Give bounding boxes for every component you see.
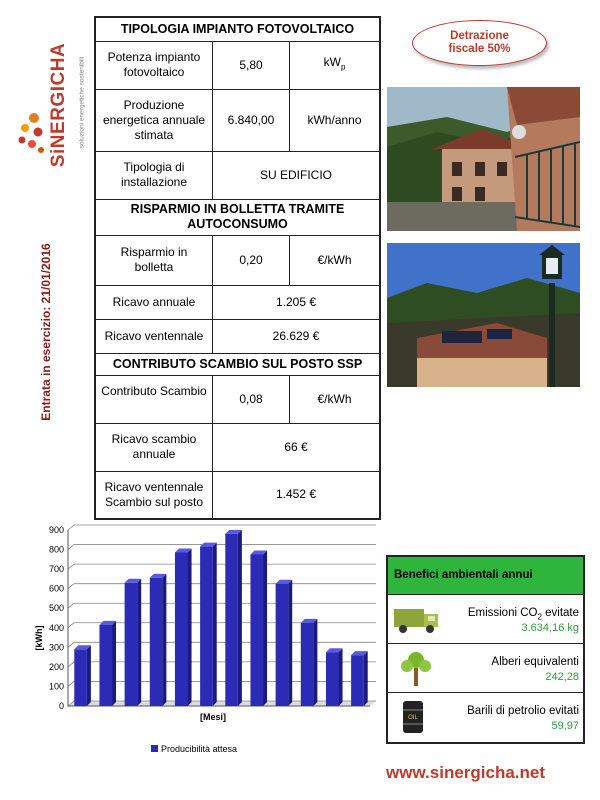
barili-row xyxy=(388,693,583,741)
photo-building xyxy=(387,87,580,231)
chart-gridline xyxy=(68,525,376,530)
scambio-annuale-value: 66 € xyxy=(213,423,381,471)
chart-ytick-label: 600 xyxy=(48,583,64,594)
logo-tagline: soluzioni energetiche sostenibili xyxy=(78,56,86,149)
chart-bar xyxy=(351,651,368,706)
photo-roof-lamp xyxy=(387,243,580,387)
alberi-label: Alberi equivalenti xyxy=(491,656,579,668)
ricavo-ventennale-value: 26.629 € xyxy=(213,319,381,353)
risparmio-unit: €/kWh xyxy=(290,235,381,285)
entrata-text: Entrata in esercizio: 21/01/2016 xyxy=(39,243,53,421)
chart-bar xyxy=(150,574,167,706)
chart-bar xyxy=(301,619,318,706)
production-chart xyxy=(30,520,380,760)
chart-gridline xyxy=(68,564,376,569)
chart-bar xyxy=(74,645,91,706)
alberi-value: 242,28 xyxy=(545,671,579,683)
emissioni-label: Emissioni $CO_2$ evitate xyxy=(467,607,579,622)
ricavo-annuale-value: 1.205 € xyxy=(213,285,381,319)
alberi-row xyxy=(388,644,583,693)
legend-label: Producibilità attesa xyxy=(161,744,238,754)
chart-xlabel: [Mesi] xyxy=(199,712,227,722)
chart-bar xyxy=(250,550,267,706)
tipologia-label: Tipologia di installazione xyxy=(95,151,213,199)
ricavo-annuale-label: Ricavo annuale xyxy=(95,285,213,319)
detrazione-badge: Detrazione fiscale 50% xyxy=(412,20,547,66)
contributo-unit: €/kWh xyxy=(290,375,381,423)
chart-ytick-label: 900 xyxy=(48,525,64,535)
tipologia-value: SU EDIFICIO xyxy=(213,151,381,199)
chart-bar xyxy=(200,543,217,706)
chart-ytick-label: 0 xyxy=(58,701,64,711)
scambio-ventennale-label: Ricavo ventennale Scambio sul posto xyxy=(95,471,213,519)
chart-bar xyxy=(225,530,242,706)
benefici-box xyxy=(386,555,585,744)
ricavo-ventennale-label: Ricavo ventennale xyxy=(95,319,213,353)
section-title-contributo: CONTRIBUTO SCAMBIO SUL POSTO SSP xyxy=(95,353,380,375)
tree-icon xyxy=(398,648,434,688)
emissioni-row xyxy=(388,595,583,644)
chart-bar xyxy=(125,579,142,706)
oil-barrel-icon xyxy=(402,699,424,735)
legend-swatch xyxy=(151,745,158,752)
chart-gridline xyxy=(68,545,376,550)
chart-bar xyxy=(175,548,192,706)
contributo-value: 0,08 xyxy=(213,375,290,423)
potenza-label: Potenza impianto fotovoltaico xyxy=(95,41,213,89)
section-title-impianto: TIPOLOGIA IMPIANTO FOTOVOLTAICO xyxy=(95,17,380,41)
chart-ytick-label: 200 xyxy=(48,661,64,672)
chart-ylabel: [kWh] xyxy=(34,625,44,651)
barili-value: 59,97 xyxy=(551,720,579,732)
chart-ytick-label: 100 xyxy=(48,681,64,692)
produzione-unit: kWh/anno xyxy=(290,89,381,151)
risparmio-label: Risparmio in bolletta xyxy=(95,235,213,285)
website-link[interactable]: www.sinergicha.net xyxy=(386,763,546,782)
svg-text:OIL: OIL xyxy=(408,715,418,721)
scambio-ventennale-value: 1.452 € xyxy=(213,471,381,519)
barili-label: Barili di petrolio evitati xyxy=(467,705,579,717)
truck-icon xyxy=(394,605,442,635)
scambio-annuale-label: Ricavo scambio annuale xyxy=(95,423,213,471)
potenza-value: 5,80 xyxy=(213,41,290,89)
produzione-label: Produzione energetica annuale stimata xyxy=(95,89,213,151)
chart-bar xyxy=(276,580,293,706)
company-logo xyxy=(14,14,86,184)
chart-ytick-label: 800 xyxy=(48,544,64,555)
chart-ytick-label: 300 xyxy=(48,642,64,653)
chart-ytick-label: 700 xyxy=(48,564,64,575)
impianto-table xyxy=(94,16,381,520)
produzione-value: 6.840,00 xyxy=(213,89,290,151)
emissioni-value: 3.634,16 kg xyxy=(521,622,579,634)
chart-ytick-label: 400 xyxy=(48,622,64,633)
chart-gridline xyxy=(68,584,376,589)
contributo-label: Contributo Scambio xyxy=(95,375,213,423)
chart-ytick-label: 500 xyxy=(48,603,64,614)
potenza-unit: $kW_p$ xyxy=(290,41,381,89)
chart-bar xyxy=(326,648,343,706)
chart-bar xyxy=(99,621,116,706)
chart-gridline xyxy=(68,603,376,608)
section-title-risparmio: RISPARMIO IN BOLLETTA TRAMITE AUTOCONSUMO xyxy=(95,199,380,235)
benefici-title: Benefici ambientali annui xyxy=(388,557,583,595)
risparmio-value: 0,20 xyxy=(213,235,290,285)
entrata-esercizio xyxy=(36,210,56,460)
logo-name: SiNERGICHA xyxy=(48,42,69,168)
